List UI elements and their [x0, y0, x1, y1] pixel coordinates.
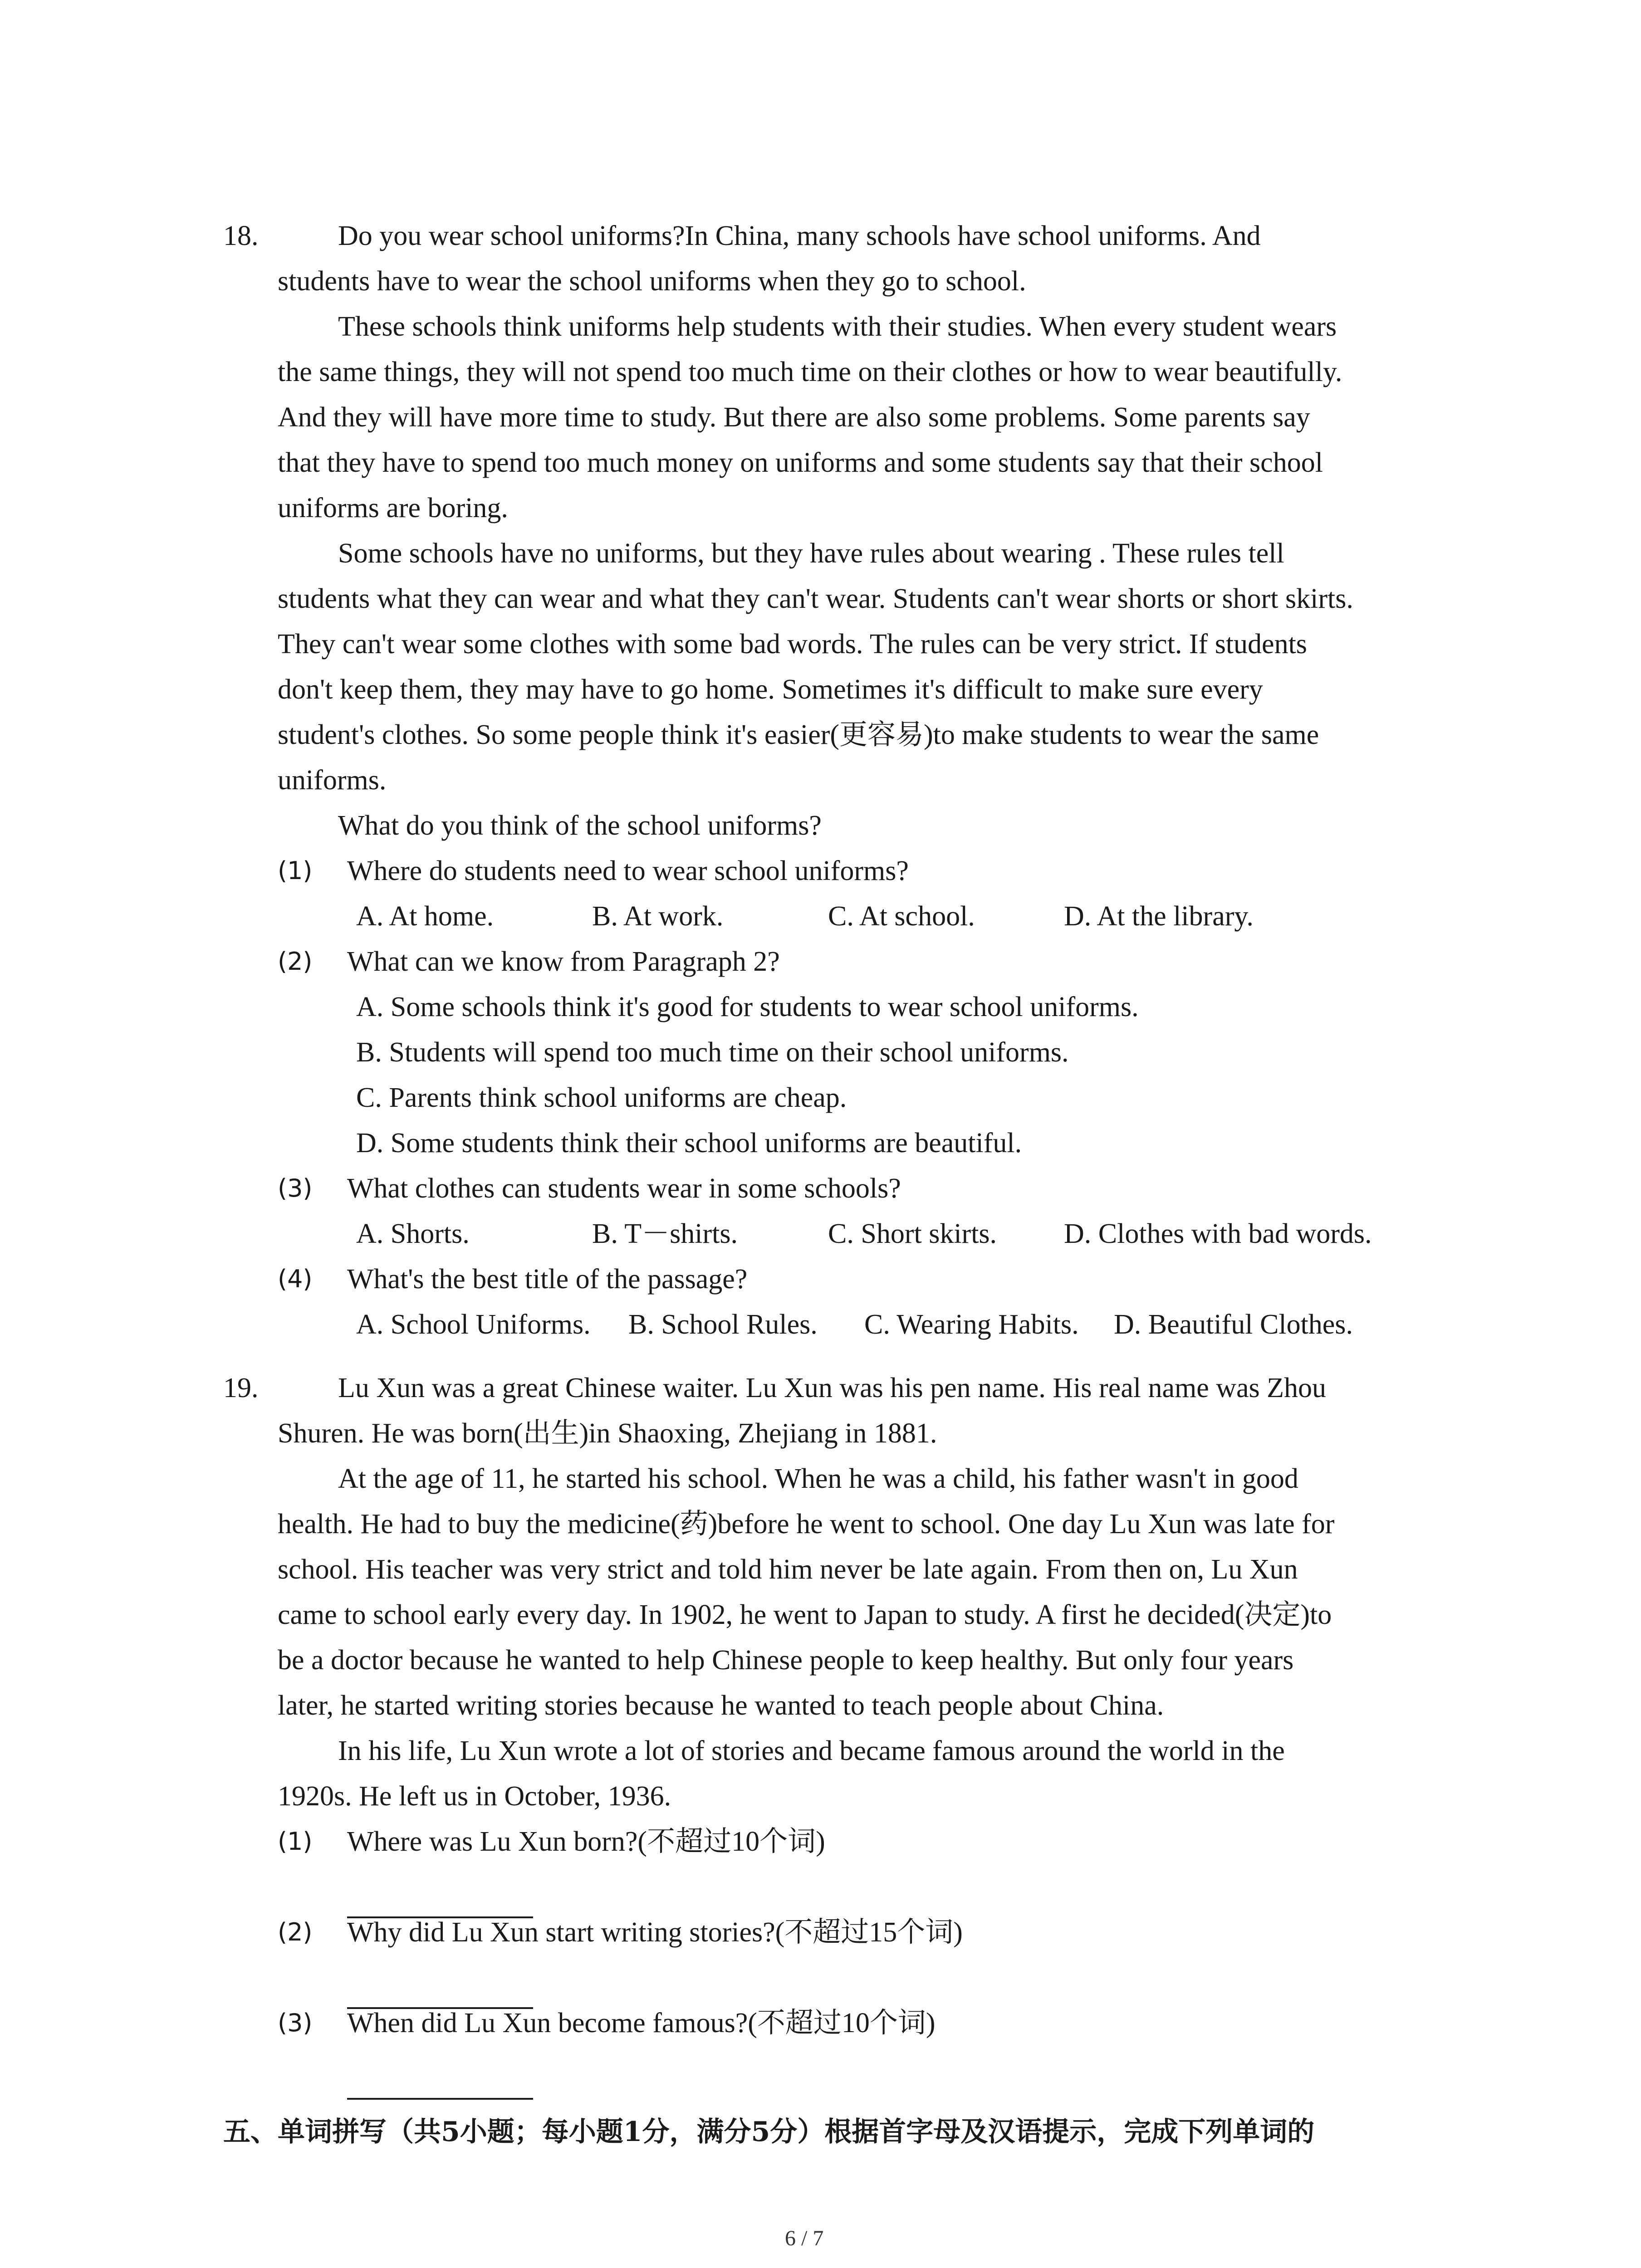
passage-line: that they have to spend too much money on uniforms and some students say that their school — [278, 447, 1323, 478]
option-c: C. At school. — [828, 901, 975, 932]
passage-line: be a doctor because he wanted to help Chinese people to keep healthy. But only four years — [278, 1645, 1294, 1676]
sub-question-text: What clothes can students wear in some schools? — [347, 1173, 901, 1204]
sub-question-number: (3) — [278, 1174, 313, 1202]
option-b: B. School Rules. — [628, 1309, 818, 1340]
option-d: D. Some students think their school uniforms are beautiful. — [356, 1128, 1022, 1158]
passage-line: Lu Xun was a great Chinese waiter. Lu Xun was his pen name. His real name was Zhou — [338, 1373, 1327, 1403]
sub-question-number: (1) — [278, 1827, 313, 1856]
option-d: D. At the library. — [1064, 901, 1254, 932]
question-number-18: 18. — [223, 220, 259, 251]
sub-question-number: (3) — [278, 2009, 313, 2037]
option-c: C. Parents think school uniforms are cheap. — [356, 1082, 847, 1113]
option-b: B. Students will spend too much time on their school uniforms. — [356, 1037, 1069, 1068]
passage-line: 1920s. He left us in October, 1936. — [278, 1781, 671, 1812]
passage-line: They can't wear some clothes with some bad words. The rules can be very strict. If students — [278, 629, 1307, 660]
passage-line: students have to wear the school uniforms when they go to school. — [278, 266, 1026, 297]
passage-line: student's clothes. So some people think it's easier(更容易)to make students to wear the same — [278, 719, 1319, 750]
question-number-19: 19. — [223, 1373, 259, 1403]
passage-line: don't keep them, they may have to go home. Sometimes it's difficult to make sure every — [278, 674, 1263, 705]
option-b: B. T－shirts. — [592, 1218, 738, 1249]
option-a: A. Some schools think it's good for students to wear school uniforms. — [356, 992, 1139, 1022]
page-number: 6 / 7 — [785, 2226, 824, 2250]
answer-blank[interactable] — [347, 2098, 533, 2100]
sub-question-number: (4) — [278, 1265, 313, 1293]
passage-line: came to school early every day. In 1902, he went to Japan to study. A first he decided(决定)to — [278, 1599, 1332, 1630]
option-d: D. Beautiful Clothes. — [1114, 1309, 1353, 1340]
passage-line: Shuren. He was born(出生)in Shaoxing, Zhejiang in 1881. — [278, 1418, 937, 1449]
option-c: C. Wearing Habits. — [864, 1309, 1079, 1340]
passage-line: school. His teacher was very strict and told him never be late again. From then on, Lu Xun — [278, 1554, 1298, 1585]
passage-line: Some schools have no uniforms, but they have rules about wearing . These rules tell — [338, 538, 1284, 569]
option-c: C. Short skirts. — [828, 1218, 997, 1249]
option-a: A. Shorts. — [356, 1218, 470, 1249]
option-b: B. At work. — [592, 901, 724, 932]
option-a: A. At home. — [356, 901, 494, 932]
sub-question-text: When did Lu Xun become famous?(不超过10个词) — [347, 2008, 936, 2038]
passage-line: What do you think of the school uniforms? — [338, 810, 822, 841]
passage-line: And they will have more time to study. But there are also some problems. Some parents say — [278, 402, 1310, 433]
passage-line: health. He had to buy the medicine(药)before he went to school. One day Lu Xun was late for — [278, 1509, 1335, 1540]
sub-question-number: (2) — [278, 947, 313, 976]
passage-line: In his life, Lu Xun wrote a lot of stories and became famous around the world in the — [338, 1735, 1285, 1766]
passage-line: uniforms are boring. — [278, 493, 508, 523]
passage-line: uniforms. — [278, 765, 387, 796]
sub-question-number: (2) — [278, 1918, 313, 1946]
option-a: A. School Uniforms. — [356, 1309, 591, 1340]
option-d: D. Clothes with bad words. — [1064, 1218, 1372, 1249]
passage-line: These schools think uniforms help students with their studies. When every student wears — [338, 311, 1337, 342]
passage-line: At the age of 11, he started his school. When he was a child, his father wasn't in good — [338, 1463, 1298, 1494]
passage-line: students what they can wear and what they can't wear. Students can't wear shorts or short skirts. — [278, 583, 1353, 614]
sub-question-text: Why did Lu Xun start writing stories?(不超过15个词) — [347, 1917, 963, 1948]
passage-line: Do you wear school uniforms?In China, many schools have school uniforms. And — [338, 220, 1261, 251]
passage-line: later, he started writing stories because he wanted to teach people about China. — [278, 1690, 1164, 1721]
passage-line: the same things, they will not spend too much time on their clothes or how to wear beautifully. — [278, 357, 1342, 387]
section-heading: 五、单词拼写（共5小题；每小题1分，满分5分）根据首字母及汉语提示，完成下列单词的 — [223, 2116, 1315, 2148]
sub-question-text: Where was Lu Xun born?(不超过10个词) — [347, 1826, 825, 1857]
sub-question-text: What can we know from Paragraph 2? — [347, 946, 780, 977]
sub-question-text: Where do students need to wear school uniforms? — [347, 855, 909, 886]
sub-question-number: (1) — [278, 856, 313, 885]
sub-question-text: What's the best title of the passage? — [347, 1264, 748, 1295]
